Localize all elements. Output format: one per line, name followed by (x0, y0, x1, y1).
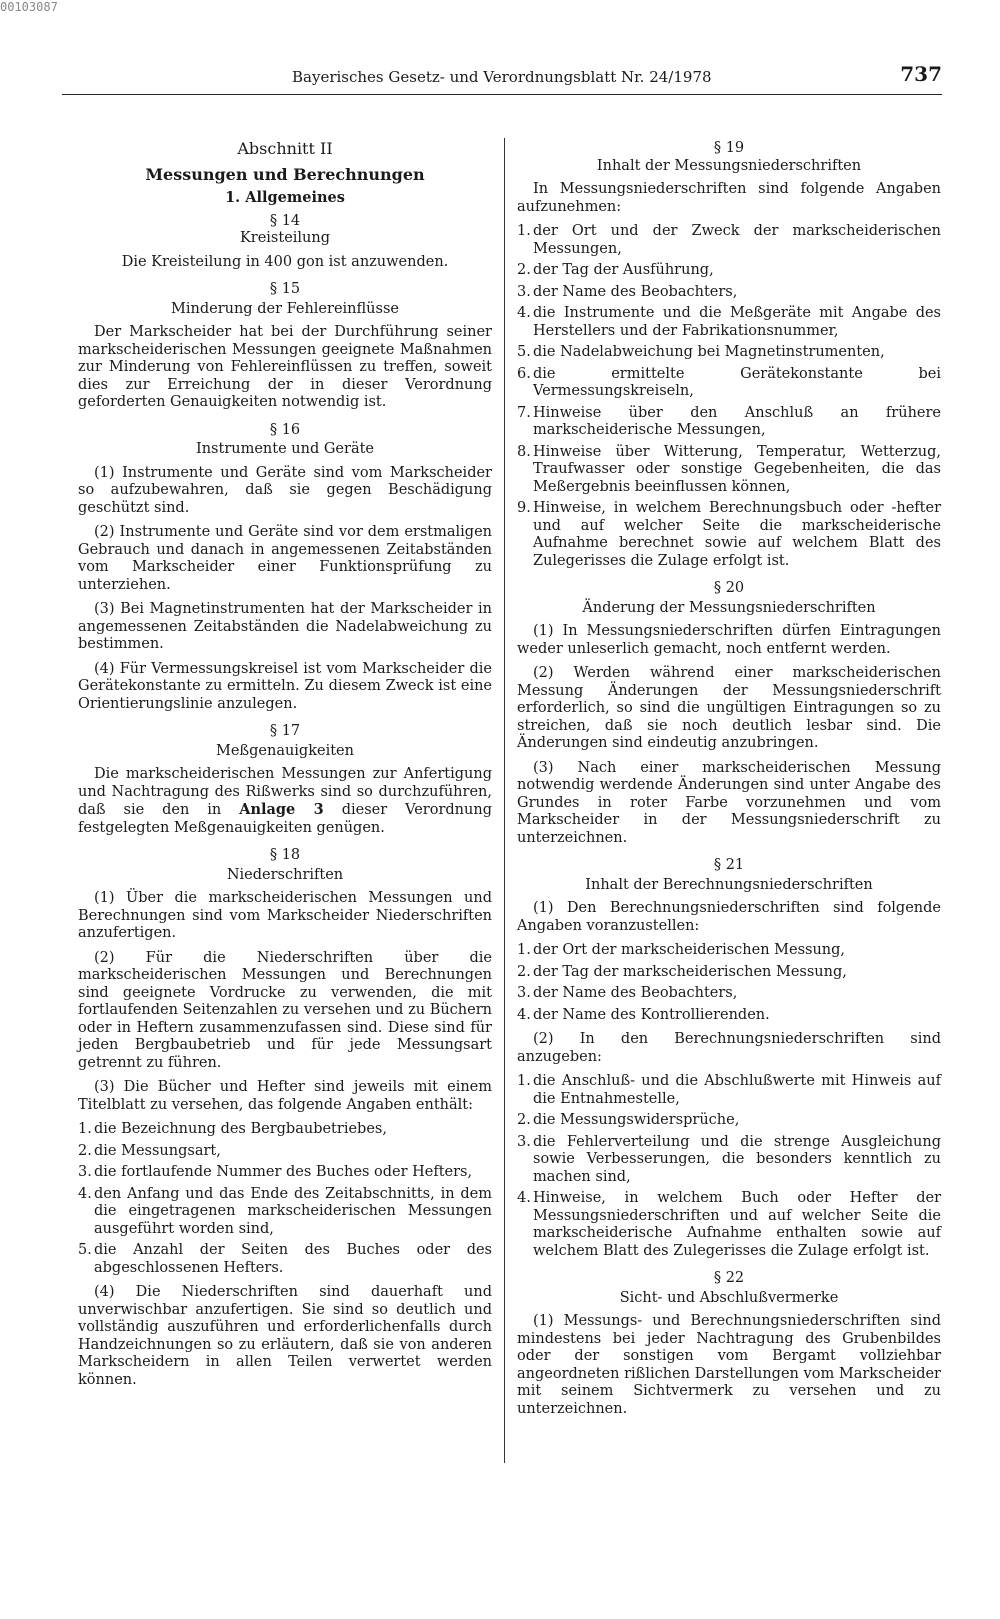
column-divider (504, 138, 505, 1463)
subsection-title: 1. Allgemeines (225, 189, 345, 206)
list-item-number: 1. (517, 942, 531, 958)
paragraph-14-text: Die Kreisteilung in 400 gon ist anzuwenden. (121, 253, 449, 270)
paragraph-16-abs4: (4) Für Vermessungskreisel ist vom Markscheider die Gerätekonstante zu ermitteln. Zu diesem Zweck ist eine Orientierungslinie anzulegen. (78, 660, 492, 712)
list-item-number: 2. (517, 963, 531, 980)
list-item (517, 985, 941, 1003)
list-item-number: 8. (517, 443, 531, 460)
list-item-number: 7. (517, 404, 531, 421)
paragraph-19-intro: In Messungsniederschriften sind folgende Angaben aufzunehmen: (517, 181, 941, 215)
paragraph-title-22: Sicht- und Abschlußvermerke (619, 1289, 839, 1306)
paragraph-18-list (78, 1121, 492, 1277)
list-item-text: Hinweise über den Anschluß an frühere markscheiderische Messungen, (533, 404, 941, 438)
paragraph-number-16: § 16 (269, 421, 301, 438)
archive-stamp: 00103087 (0, 0, 58, 14)
list-item-text: die ermittelte Gerätekonstante bei Vermessungskreiseln, (533, 365, 941, 399)
paragraph-17-text-a: Die markscheiderischen Messungen zur Anfertigung und Nachtragung des Rißwerks sind so durchzuführen, daß sie den in (78, 766, 492, 818)
list-item-number: 2. (78, 1142, 92, 1159)
section-title: Messungen und Berechnungen (145, 164, 425, 184)
list-item-text: die fortlaufende Nummer des Buches oder Hefters, (94, 1164, 473, 1180)
paragraph-title-20: Änderung der Messungsniederschriften (582, 599, 876, 616)
list-item (517, 1112, 941, 1130)
list-item-text: die Anschluß- und die Abschlußwerte mit Hinweis auf die Entnahmestelle, (533, 1073, 941, 1107)
paragraph-title-19: Inhalt der Messungsniederschriften (596, 157, 862, 174)
paragraph-18-abs1: (1) Über die markscheiderischen Messungen und Berechnungen sind vom Markscheider Niederschriften anzufertigen. (78, 890, 492, 941)
list-item-number: 5. (78, 1242, 92, 1258)
anlage-reference: Anlage 3 (239, 801, 324, 818)
list-item (517, 262, 941, 280)
list-item (517, 1073, 941, 1108)
list-item-number: 1. (517, 223, 531, 239)
list-item-number: 4. (78, 1185, 92, 1202)
list-item-text: Hinweise, in welchem Berechnungsbuch oder -hefter und auf welcher Seite die markscheiderische Aufnahme berechnet sowie auf welchem Blatt des Zulegerisses die Zulage erfolgt ist. (533, 500, 941, 569)
abschnitt-heading: Abschnitt II (237, 139, 333, 158)
paragraph-number-21: § 21 (713, 857, 745, 873)
list-item-text: die Messungswidersprüche, (533, 1112, 740, 1128)
page-header (62, 64, 942, 95)
paragraph-title-15: Minderung der Fehlereinflüsse (171, 300, 399, 317)
list-item (517, 500, 941, 570)
list-item-text: der Name des Kontrollierenden. (533, 1006, 770, 1023)
right-column (517, 140, 941, 1425)
list-item (517, 1190, 941, 1260)
paragraph-number-18: § 18 (269, 847, 301, 863)
list-item-number: 2. (517, 262, 531, 278)
list-item-text: die Instrumente und die Meßgeräte mit Angabe des Herstellers und der Fabrikationsnummer, (533, 305, 941, 339)
list-item-number: 6. (517, 365, 531, 382)
list-item (78, 1164, 492, 1182)
paragraph-number-20: § 20 (713, 580, 745, 596)
list-item-number: 1. (517, 1073, 531, 1089)
list-item-text: der Tag der Ausführung, (533, 262, 714, 278)
paragraph-18-abs4: (4) Die Niederschriften sind dauerhaft und unverwischbar anzufertigen. Sie sind so deutlich und vollständig auszuführen und erforderlichenfalls durch Handzeichnungen so zu erläutern, daß sie von anderen Markscheidern in allen Teilen verwertet werden können. (78, 1284, 492, 1388)
paragraph-21-list-2 (517, 1073, 941, 1260)
list-item-text: der Tag der markscheiderischen Messung, (533, 963, 847, 980)
paragraph-title-16: Instrumente und Geräte (195, 441, 374, 457)
list-item (78, 1186, 492, 1239)
list-item-text: die Fehlerverteilung und die strenge Ausgleichung sowie Verbesserungen, die besonders kenntlich zu machen sind, (533, 1133, 941, 1185)
paragraph-15-text: Der Markscheider hat bei der Durchführung seiner markscheiderischen Messungen geeignete Maßnahmen zur Minderung von Fehlereinflüssen zu treffen, soweit dies zur Erreichung der in dieser Verordnung geforderten Genauigkeiten notwendig ist. (78, 324, 492, 410)
list-item (517, 284, 941, 302)
paragraph-19-list (517, 223, 941, 570)
paragraph-20-abs1: (1) In Messungsniederschriften dürfen Eintragungen weder unleserlich gemacht, noch entfernt werden. (517, 623, 941, 657)
list-item (517, 344, 941, 362)
list-item-text: die Messungsart, (94, 1142, 221, 1159)
list-item (78, 1143, 492, 1161)
list-item (517, 1007, 941, 1025)
list-item-text: Hinweise über Witterung, Temperatur, Wetterzug, Traufwasser oder sonstige Gegebenheiten, die das Meßergebnis beeinflussen können, (533, 443, 941, 495)
paragraph-21-list-1 (517, 942, 941, 1024)
paragraph-21-abs2: (2) In den Berechnungsniederschriften sind anzugeben: (517, 1031, 941, 1065)
paragraph-18-abs3: (3) Die Bücher und Hefter sind jeweils mit einem Titelblatt zu versehen, das folgende Angaben enthält: (78, 1079, 492, 1113)
paragraph-16-abs2: (2) Instrumente und Geräte sind vor dem erstmaligen Gebrauch und danach in angemessenen Zeitabständen vom Markscheider einer Funktionsprüfung zu unterziehen. (78, 524, 492, 593)
list-item (517, 444, 941, 497)
paragraph-title-17: Meßgenauigkeiten (216, 742, 354, 759)
list-item-number: 4. (517, 1190, 531, 1206)
list-item (517, 405, 941, 440)
paragraph-17-text (78, 766, 492, 837)
list-item (78, 1121, 492, 1139)
paragraph-number-15: § 15 (269, 281, 301, 297)
paragraph-title-18: Niederschriften (226, 866, 344, 883)
list-item-number: 3. (517, 1133, 531, 1150)
list-item-text: den Anfang und das Ende des Zeitabschnitts, in dem die eingetragenen markscheiderischen Messungen ausgeführt worden sind, (94, 1185, 492, 1237)
paragraph-22-abs1: (1) Messungs- und Berechnungsniederschriften sind mindestens bei jeder Nachtragung des Grubenbildes oder der sonstigen vom Bergamt vollziehbar angeordneten rißlichen Darstellungen vom Markscheider mit seinem Sichtvermerk zu versehen und zu unterzeichnen. (517, 1313, 941, 1417)
paragraph-16-abs3: (3) Bei Magnetinstrumenten hat der Markscheider in angemessenen Zeitabständen die Nadelabweichung zu bestimmen. (78, 601, 492, 652)
page-number: 737 (900, 62, 942, 86)
list-item-text: der Name des Beobachters, (533, 283, 738, 300)
paragraph-20-abs2: (2) Werden während einer markscheiderischen Messung Änderungen der Messungsniederschrift erforderlich, so sind die ungültigen Eintragungen so zu streichen, daß sie noch deutlich lesbar sind. Die Änderungen sind eindeutig anzubringen. (517, 665, 941, 751)
list-item-text: der Name des Beobachters, (533, 985, 738, 1001)
list-item-text: die Nadelabweichung bei Magnetinstrumenten, (533, 344, 885, 360)
paragraph-20-abs3: (3) Nach einer markscheiderischen Messung notwendig werdende Änderungen sind unter Angabe des Grundes in roter Farbe vorzunehmen und vom Markscheider in der Messungsniederschrift zu unterzeichnen. (517, 759, 941, 846)
left-column (78, 140, 492, 1396)
paragraph-21-abs1: (1) Den Berechnungsniederschriften sind folgende Angaben voranzustellen: (517, 900, 941, 934)
list-item (517, 942, 941, 960)
paragraph-16-abs1: (1) Instrumente und Geräte sind vom Markscheider so aufzubewahren, daß sie gegen Beschädigung geschützt sind. (78, 464, 492, 516)
paragraph-number-17: § 17 (269, 723, 301, 739)
running-title: Bayerisches Gesetz- und Verordnungsblatt Nr. 24/1978 (292, 68, 712, 86)
list-item-number: 3. (78, 1164, 92, 1180)
list-item (517, 964, 941, 982)
paragraph-number-22: § 22 (713, 1270, 745, 1286)
list-item-number: 3. (517, 283, 531, 300)
paragraph-17-text-b: dieser Verordnung festgelegten Meßgenauigkeiten genügen. (78, 802, 492, 836)
list-item (517, 223, 941, 258)
paragraph-18-abs2: (2) Für die Niederschriften über die markscheiderischen Messungen und Berechnungen sind geeignete Vordrucke zu verwenden, die mit fortlaufenden Seitenzahlen zu versehen und zu Büchern oder in Heftern zusammenzufassen sind. Diese sind für jeden Bergbaubetrieb und für jede Messungsart getrennt zu führen. (78, 949, 492, 1071)
paragraph-title-14: Kreisteilung (239, 230, 331, 246)
list-item (517, 305, 941, 340)
list-item-text: der Ort der markscheiderischen Messung, (533, 942, 846, 958)
paragraph-title-21: Inhalt der Berechnungsniederschriften (585, 876, 873, 893)
list-item-text: Hinweise, in welchem Buch oder Hefter der Messungsniederschriften und auf welcher Seite die markscheiderische Aufnahme enthalten sowie auf welchem Blatt des Zulegerisses die Zulage erfolgt ist. (533, 1190, 941, 1259)
list-item-number: 1. (78, 1121, 92, 1137)
list-item-number: 5. (517, 344, 531, 360)
paragraph-number-14: § 14 (269, 212, 301, 229)
list-item-number: 3. (517, 985, 531, 1001)
list-item (517, 366, 941, 401)
list-item-number: 4. (517, 1006, 531, 1023)
list-item (517, 1134, 941, 1187)
paragraph-number-19: § 19 (713, 140, 745, 156)
list-item-number: 4. (517, 305, 531, 321)
list-item-text: die Anzahl der Seiten des Buches oder des abgeschlossenen Hefters. (94, 1242, 492, 1276)
list-item-text: die Bezeichnung des Bergbaubetriebes, (94, 1121, 387, 1137)
list-item-text: der Ort und der Zweck der markscheiderischen Messungen, (533, 223, 941, 257)
list-item (78, 1242, 492, 1277)
list-item-number: 2. (517, 1112, 531, 1128)
list-item-number: 9. (517, 500, 531, 516)
